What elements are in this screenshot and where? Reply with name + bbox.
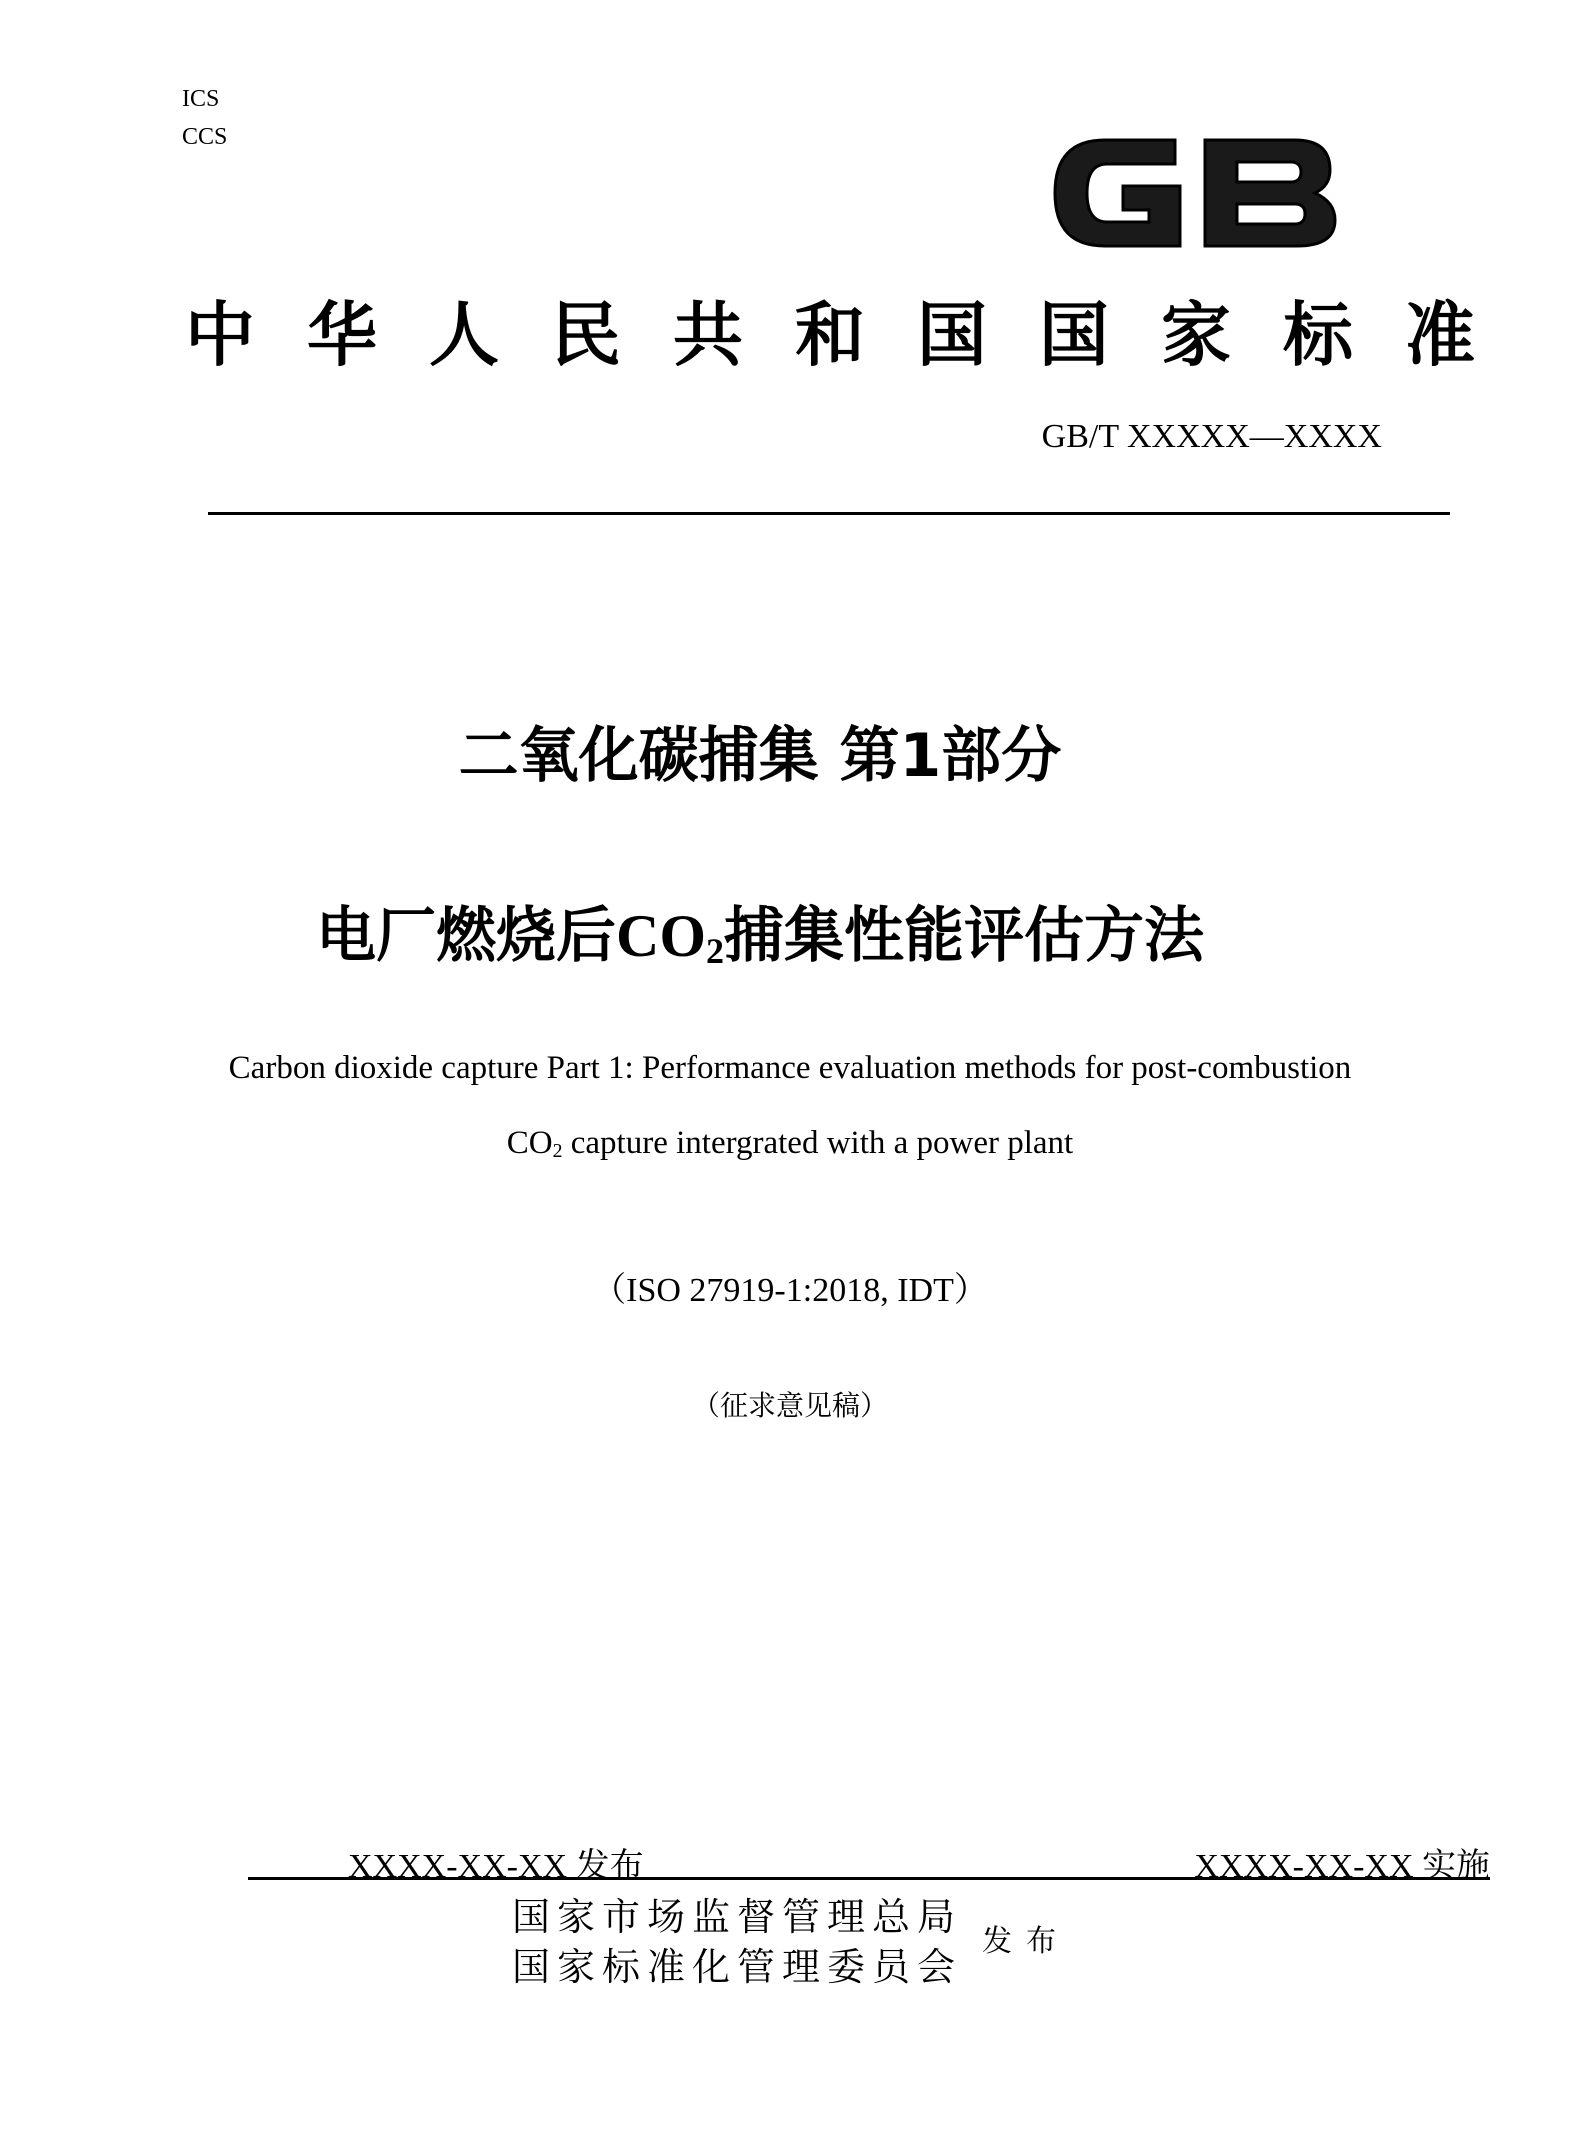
publish-date: XXXX-XX-XX 发布 [348, 1848, 644, 1885]
title2-prefix: 电厂燃烧后 [316, 901, 616, 971]
gb-logo [1045, 105, 1345, 268]
ics-label: ICS [182, 86, 220, 112]
document-title-line-2 [0, 888, 1520, 974]
english-title-line-2 [0, 1125, 1580, 1163]
title2-subscript: 2 [706, 931, 724, 972]
national-standard-title: 中华人民共和国国家标准 [185, 293, 1527, 376]
en2-suffix: capture intergrated with a power plant [562, 1125, 1074, 1161]
standard-number: GB/T XXXXX—XXXX [1041, 418, 1382, 455]
title2-co: CO [616, 903, 706, 969]
english-title-line-1: Carbon dioxide capture Part 1: Performance evaluation methods for post-combustion [228, 1050, 1352, 1086]
footer-divider [248, 1877, 1490, 1880]
classification-codes [182, 80, 227, 156]
draft-label: （征求意见稿） [691, 1389, 888, 1422]
iso-reference: （ISO 27919-1:2018, IDT） [592, 1272, 988, 1309]
issuer-samr: 国家市场监督管理总局 [512, 1895, 963, 1939]
gb-logo-letter-g [1055, 140, 1180, 246]
document-title-line-1: 二氧化碳捕集 第1部分 [458, 721, 1062, 791]
en2-subscript: 2 [552, 1139, 563, 1162]
issue-label: 发布 [982, 1924, 1070, 1959]
issuing-authorities [512, 1892, 962, 1992]
en2-co: CO [506, 1125, 553, 1161]
gb-logo-text: GB [1045, 105, 1068, 122]
gb-logo-letter-b [1205, 140, 1335, 246]
issuer-sac: 国家标准化管理委员会 [512, 1945, 963, 1989]
title2-suffix: 捕集性能评估方法 [724, 901, 1204, 971]
implement-date: XXXX-XX-XX 实施 [1194, 1848, 1490, 1885]
header-divider [208, 512, 1450, 515]
ccs-label: CCS [182, 124, 228, 150]
